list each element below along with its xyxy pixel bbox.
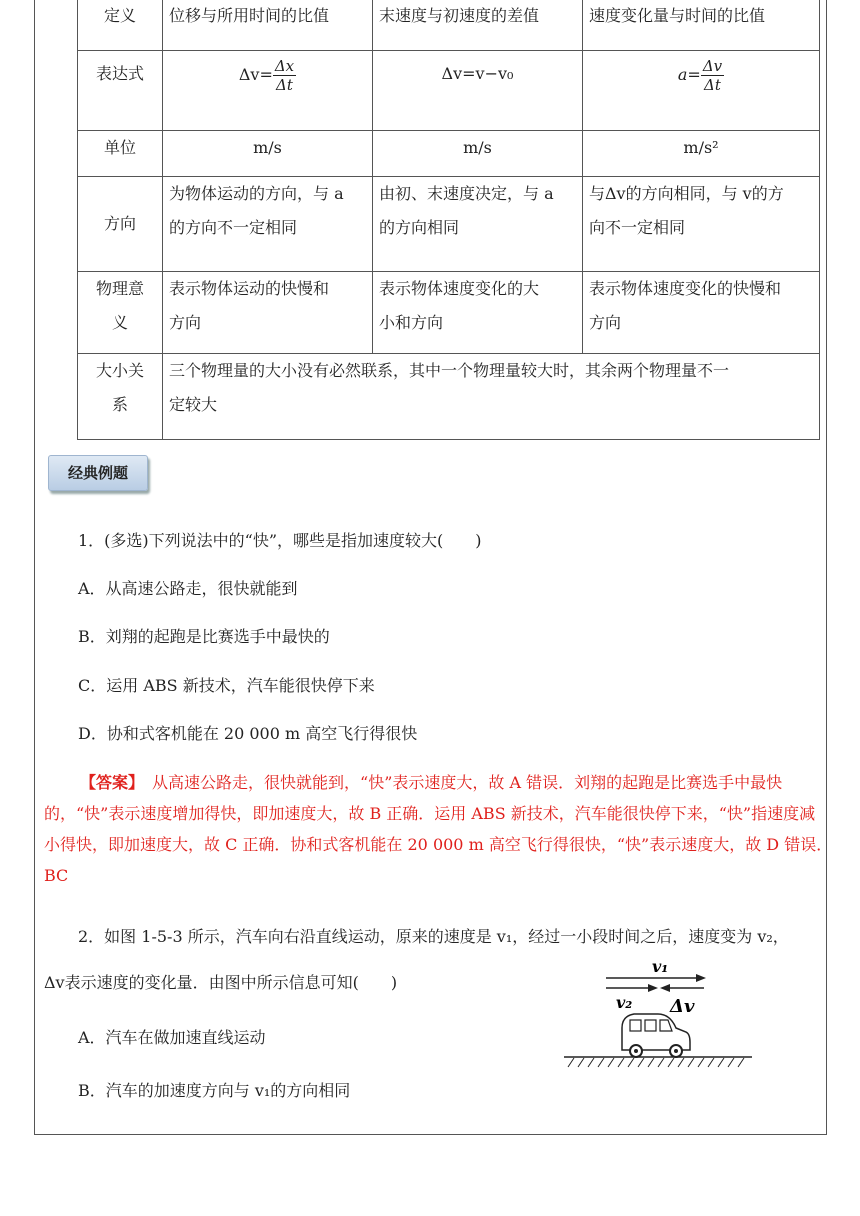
question-1-option-d: D．协和式客机能在 20 000 m 高空飞行得很快 [78, 724, 418, 743]
table-cell: 速度变化量与时间的比值 [583, 0, 820, 51]
question-2-option-b: B．汽车的加速度方向与 v₁的方向相同 [78, 1081, 351, 1100]
row-label: 物理意 义 [78, 272, 163, 354]
row-label: 单位 [78, 131, 163, 177]
comparison-table [77, 0, 820, 440]
table-cell-merged: 三个物理量的大小没有必然联系，其中一个物理量较大时，其余两个物理量不一 定较大 [163, 354, 820, 440]
question-2-stem-line2: Δv表示速度的变化量．由图中所示信息可知( ) [44, 973, 398, 992]
table-row [78, 0, 820, 51]
arrow-v2-head [648, 984, 658, 992]
table-row [78, 272, 820, 354]
table-cell: 为物体运动的方向，与 a 的方向不一定相同 [163, 177, 373, 272]
answer-text: 从高速公路走，很快就能到，“快”表示速度大，故 A 错误．刘翔的起跑是比赛选手中最快的，“快”表示速度增加得快，即加速度大，故 B 正确．运用 ABS 新技术，汽车能很快停下来，“快”指速度减小得快，即加速度大，故 C 正确．协和式客机能在 20 000 m 高空飞行得很快，“快”表示速度大，故 D 错误． BC [44, 773, 846, 885]
table-cell: 表示物体运动的快慢和 方向 [163, 272, 373, 354]
answer-tag: 【答案】 [80, 773, 137, 792]
row-label: 定义 [78, 0, 163, 51]
row-label: 表达式 [78, 51, 163, 131]
question-1-stem: 1．(多选)下列说法中的“快”，哪些是指加速度较大( ) [78, 531, 482, 550]
table-cell: m/s² [583, 131, 820, 177]
formula-velocity: Δv= $\frac{\Delta x}{\Delta t}$ [163, 51, 373, 131]
table-row [78, 354, 820, 440]
car-velocity-figure [560, 952, 760, 1076]
question-1-option-a: A．从高速公路走，很快就能到 [78, 579, 298, 598]
table-cell: 位移与所用时间的比值 [163, 0, 373, 51]
question-2-stem-line1: 2．如图 1-5-3 所示，汽车向右沿直线运动，原来的速度是 v₁，经过一小段时间之后，速度变为 v₂， [78, 927, 789, 946]
label-dv: Δv [670, 996, 695, 1017]
table-row [78, 51, 820, 131]
table-cell: 末速度与初速度的差值 [373, 0, 583, 51]
car-icon [622, 1014, 690, 1057]
formula-delta-v: Δv=v−v₀ [373, 51, 583, 131]
arrow-v1-head [696, 974, 706, 982]
table-row [78, 131, 820, 177]
table-cell: m/s [373, 131, 583, 177]
arrow-dv-head [660, 984, 670, 992]
table-cell: 表示物体速度变化的快慢和 方向 [583, 272, 820, 354]
question-1-option-c: C．运用 ABS 新技术，汽车能很快停下来 [78, 676, 375, 695]
label-v1: v₁ [652, 957, 669, 976]
ground-hatch [564, 1057, 752, 1067]
question-2-option-a: A．汽车在做加速直线运动 [78, 1028, 266, 1047]
question-1-option-b: B．刘翔的起跑是比赛选手中最快的 [78, 627, 330, 646]
row-label: 方向 [78, 177, 163, 272]
table-cell: 与Δv的方向相同，与 v的方 向不一定相同 [583, 177, 820, 272]
label-v2: v₂ [616, 993, 633, 1012]
formula-acceleration: a= $\frac{\Delta v}{\Delta t}$ [583, 51, 820, 131]
table-cell: 表示物体速度变化的大 小和方向 [373, 272, 583, 354]
table-cell: m/s [163, 131, 373, 177]
question-1-answer [44, 767, 846, 891]
table-cell: 由初、末速度决定，与 a 的方向相同 [373, 177, 583, 272]
section-badge: 经典例题 [48, 455, 148, 491]
table-row [78, 177, 820, 272]
row-label: 大小关 系 [78, 354, 163, 440]
